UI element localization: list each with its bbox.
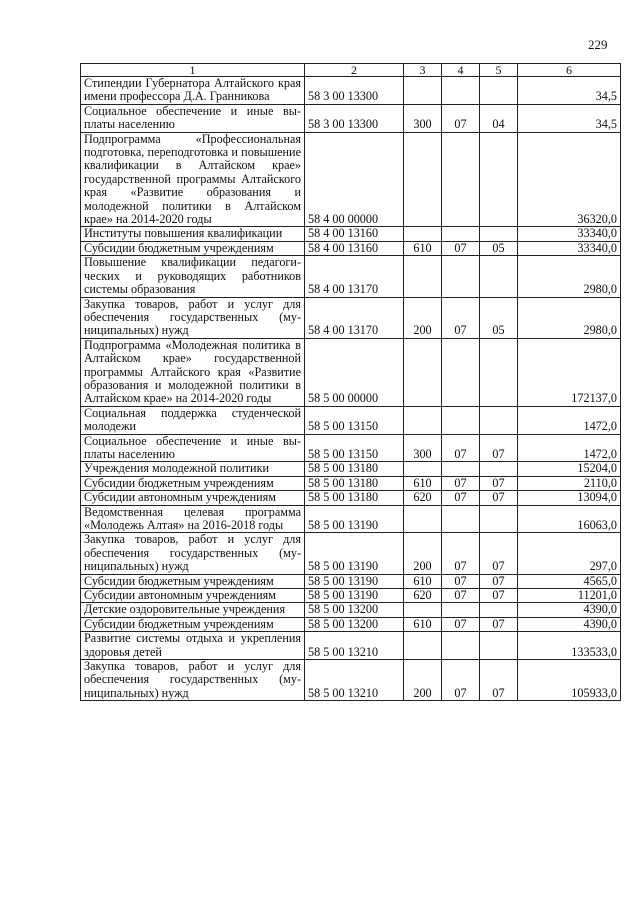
row-subsection xyxy=(480,462,518,476)
row-expense-type: 610 xyxy=(404,617,442,631)
table-row xyxy=(81,491,621,505)
table-row xyxy=(81,338,621,406)
row-expense-type xyxy=(404,256,442,297)
table-row xyxy=(81,589,621,603)
row-amount: 4390,0 xyxy=(518,603,621,617)
row-amount: 34,5 xyxy=(518,77,621,105)
row-name: Учреждения молодежной политики xyxy=(81,462,305,476)
row-section xyxy=(442,462,480,476)
row-name: Ведомственная целевая программа «Молодежь Алтая» на 2016-2018 годы xyxy=(81,505,305,533)
row-name: Закупка товаров, работ и услуг для обеспечения государственных (муниципальных) нужд xyxy=(81,660,305,701)
row-name: Субсидии бюджетным учреждениям xyxy=(81,241,305,255)
row-name: Подпрограмма «Молодежная политика в Алтайском крае» государственной программы Алтайского края «Развитие образования и молодежной политики в Алтайском крае» на 2014-2020 годы xyxy=(81,338,305,406)
row-amount: 2980,0 xyxy=(518,256,621,297)
row-name: Субсидии бюджетным учреждениям xyxy=(81,617,305,631)
row-section xyxy=(442,632,480,660)
row-section: 07 xyxy=(442,617,480,631)
row-code: 58 5 00 13210 xyxy=(305,660,404,701)
row-section xyxy=(442,505,480,533)
row-name: Детские оздоровительные учреждения xyxy=(81,603,305,617)
row-expense-type xyxy=(404,632,442,660)
row-code: 58 5 00 13180 xyxy=(305,462,404,476)
row-subsection xyxy=(480,256,518,297)
row-amount: 105933,0 xyxy=(518,660,621,701)
row-section: 07 xyxy=(442,297,480,338)
row-subsection: 07 xyxy=(480,533,518,574)
row-expense-type: 620 xyxy=(404,589,442,603)
row-expense-type: 610 xyxy=(404,241,442,255)
row-subsection: 07 xyxy=(480,491,518,505)
row-code: 58 5 00 00000 xyxy=(305,338,404,406)
row-code: 58 5 00 13200 xyxy=(305,617,404,631)
row-expense-type: 200 xyxy=(404,297,442,338)
row-section: 07 xyxy=(442,104,480,132)
row-expense-type xyxy=(404,603,442,617)
row-expense-type xyxy=(404,227,442,241)
table-row xyxy=(81,603,621,617)
row-code: 58 4 00 13160 xyxy=(305,241,404,255)
row-expense-type: 620 xyxy=(404,491,442,505)
row-amount: 172137,0 xyxy=(518,338,621,406)
row-name: Субсидии бюджетным учреждениям xyxy=(81,574,305,588)
row-section xyxy=(442,603,480,617)
row-amount: 33340,0 xyxy=(518,241,621,255)
row-amount: 16063,0 xyxy=(518,505,621,533)
row-expense-type xyxy=(404,132,442,227)
row-code: 58 4 00 13170 xyxy=(305,256,404,297)
row-code: 58 5 00 13210 xyxy=(305,632,404,660)
row-code: 58 5 00 13150 xyxy=(305,406,404,434)
row-section xyxy=(442,256,480,297)
row-subsection xyxy=(480,603,518,617)
row-code: 58 5 00 13190 xyxy=(305,589,404,603)
row-expense-type xyxy=(404,462,442,476)
header-col-4: 4 xyxy=(442,64,480,77)
row-section: 07 xyxy=(442,476,480,490)
row-section: 07 xyxy=(442,660,480,701)
row-subsection: 07 xyxy=(480,589,518,603)
row-expense-type xyxy=(404,406,442,434)
table-row xyxy=(81,434,621,462)
row-amount: 34,5 xyxy=(518,104,621,132)
page-number: 229 xyxy=(588,37,608,52)
row-amount: 1472,0 xyxy=(518,406,621,434)
row-expense-type: 200 xyxy=(404,533,442,574)
row-name: Закупка товаров, работ и услуг для обеспечения государственных (муниципальных) нужд xyxy=(81,297,305,338)
row-name: Институты повышения квалификации xyxy=(81,227,305,241)
table-row xyxy=(81,406,621,434)
header-col-3: 3 xyxy=(404,64,442,77)
row-subsection: 05 xyxy=(480,297,518,338)
row-code: 58 5 00 13190 xyxy=(305,505,404,533)
table-row xyxy=(81,533,621,574)
row-name: Закупка товаров, работ и услуг для обеспечения государственных (муниципальных) нужд xyxy=(81,533,305,574)
row-name: Социальное обеспечение и иные выплаты населению xyxy=(81,434,305,462)
row-name: Субсидии автономным учреждениям xyxy=(81,491,305,505)
row-subsection: 04 xyxy=(480,104,518,132)
row-code: 58 5 00 13190 xyxy=(305,574,404,588)
row-section xyxy=(442,338,480,406)
row-expense-type: 610 xyxy=(404,574,442,588)
row-section: 07 xyxy=(442,589,480,603)
row-subsection: 05 xyxy=(480,241,518,255)
row-name: Повышение квалификации педагогических и руководящих работников системы образования xyxy=(81,256,305,297)
row-name: Стипендии Губернатора Алтайского края имени профессора Д.А. Гранникова xyxy=(81,77,305,105)
row-subsection xyxy=(480,132,518,227)
table-row xyxy=(81,462,621,476)
table-row xyxy=(81,617,621,631)
row-name: Субсидии бюджетным учреждениям xyxy=(81,476,305,490)
row-subsection: 07 xyxy=(480,617,518,631)
table-row xyxy=(81,256,621,297)
row-amount: 297,0 xyxy=(518,533,621,574)
row-expense-type xyxy=(404,338,442,406)
row-expense-type: 300 xyxy=(404,104,442,132)
row-expense-type xyxy=(404,77,442,105)
row-section xyxy=(442,406,480,434)
row-code: 58 5 00 13190 xyxy=(305,533,404,574)
row-amount: 2980,0 xyxy=(518,297,621,338)
row-subsection: 07 xyxy=(480,476,518,490)
row-code: 58 3 00 13300 xyxy=(305,104,404,132)
row-amount: 133533,0 xyxy=(518,632,621,660)
table-row xyxy=(81,574,621,588)
table-row xyxy=(81,505,621,533)
row-section xyxy=(442,77,480,105)
row-subsection xyxy=(480,632,518,660)
header-col-5: 5 xyxy=(480,64,518,77)
row-amount: 15204,0 xyxy=(518,462,621,476)
row-amount: 36320,0 xyxy=(518,132,621,227)
row-code: 58 3 00 13300 xyxy=(305,77,404,105)
row-section xyxy=(442,132,480,227)
row-amount: 11201,0 xyxy=(518,589,621,603)
header-col-1: 1 xyxy=(81,64,305,77)
row-subsection: 07 xyxy=(480,574,518,588)
table-row xyxy=(81,132,621,227)
row-section: 07 xyxy=(442,533,480,574)
row-section: 07 xyxy=(442,434,480,462)
row-section xyxy=(442,227,480,241)
row-amount: 2110,0 xyxy=(518,476,621,490)
row-amount: 1472,0 xyxy=(518,434,621,462)
row-section: 07 xyxy=(442,491,480,505)
row-subsection xyxy=(480,77,518,105)
table-row xyxy=(81,476,621,490)
table-row xyxy=(81,77,621,105)
row-section: 07 xyxy=(442,574,480,588)
row-code: 58 5 00 13150 xyxy=(305,434,404,462)
row-code: 58 4 00 13160 xyxy=(305,227,404,241)
row-name: Социальное обеспечение и иные выплаты населению xyxy=(81,104,305,132)
table-row xyxy=(81,297,621,338)
row-code: 58 4 00 00000 xyxy=(305,132,404,227)
header-col-6: 6 xyxy=(518,64,621,77)
table-row xyxy=(81,227,621,241)
row-code: 58 5 00 13180 xyxy=(305,491,404,505)
row-subsection: 07 xyxy=(480,660,518,701)
table-row xyxy=(81,660,621,701)
row-expense-type: 200 xyxy=(404,660,442,701)
row-code: 58 5 00 13200 xyxy=(305,603,404,617)
row-amount: 4565,0 xyxy=(518,574,621,588)
row-expense-type: 610 xyxy=(404,476,442,490)
row-amount: 13094,0 xyxy=(518,491,621,505)
row-section: 07 xyxy=(442,241,480,255)
header-col-2: 2 xyxy=(305,64,404,77)
row-subsection xyxy=(480,338,518,406)
table-row xyxy=(81,241,621,255)
budget-table xyxy=(80,63,621,701)
row-name: Социальная поддержка студенческой молодежи xyxy=(81,406,305,434)
row-amount: 4390,0 xyxy=(518,617,621,631)
row-name: Субсидии автономным учреждениям xyxy=(81,589,305,603)
row-subsection: 07 xyxy=(480,434,518,462)
header-row xyxy=(81,64,621,77)
row-subsection xyxy=(480,227,518,241)
table-row xyxy=(81,104,621,132)
row-code: 58 5 00 13180 xyxy=(305,476,404,490)
row-name: Развитие системы отдыха и укрепления здоровья детей xyxy=(81,632,305,660)
row-subsection xyxy=(480,406,518,434)
row-expense-type xyxy=(404,505,442,533)
row-amount: 33340,0 xyxy=(518,227,621,241)
row-code: 58 4 00 13170 xyxy=(305,297,404,338)
row-expense-type: 300 xyxy=(404,434,442,462)
table-row xyxy=(81,632,621,660)
row-subsection xyxy=(480,505,518,533)
row-name: Подпрограмма «Профессиональная подготовка, переподготовка и повышение квалификации в Алтайском крае» государственной программы Алтайского края «Развитие образования и молодежной политики в Алтайском крае» на 2014-2020 годы xyxy=(81,132,305,227)
